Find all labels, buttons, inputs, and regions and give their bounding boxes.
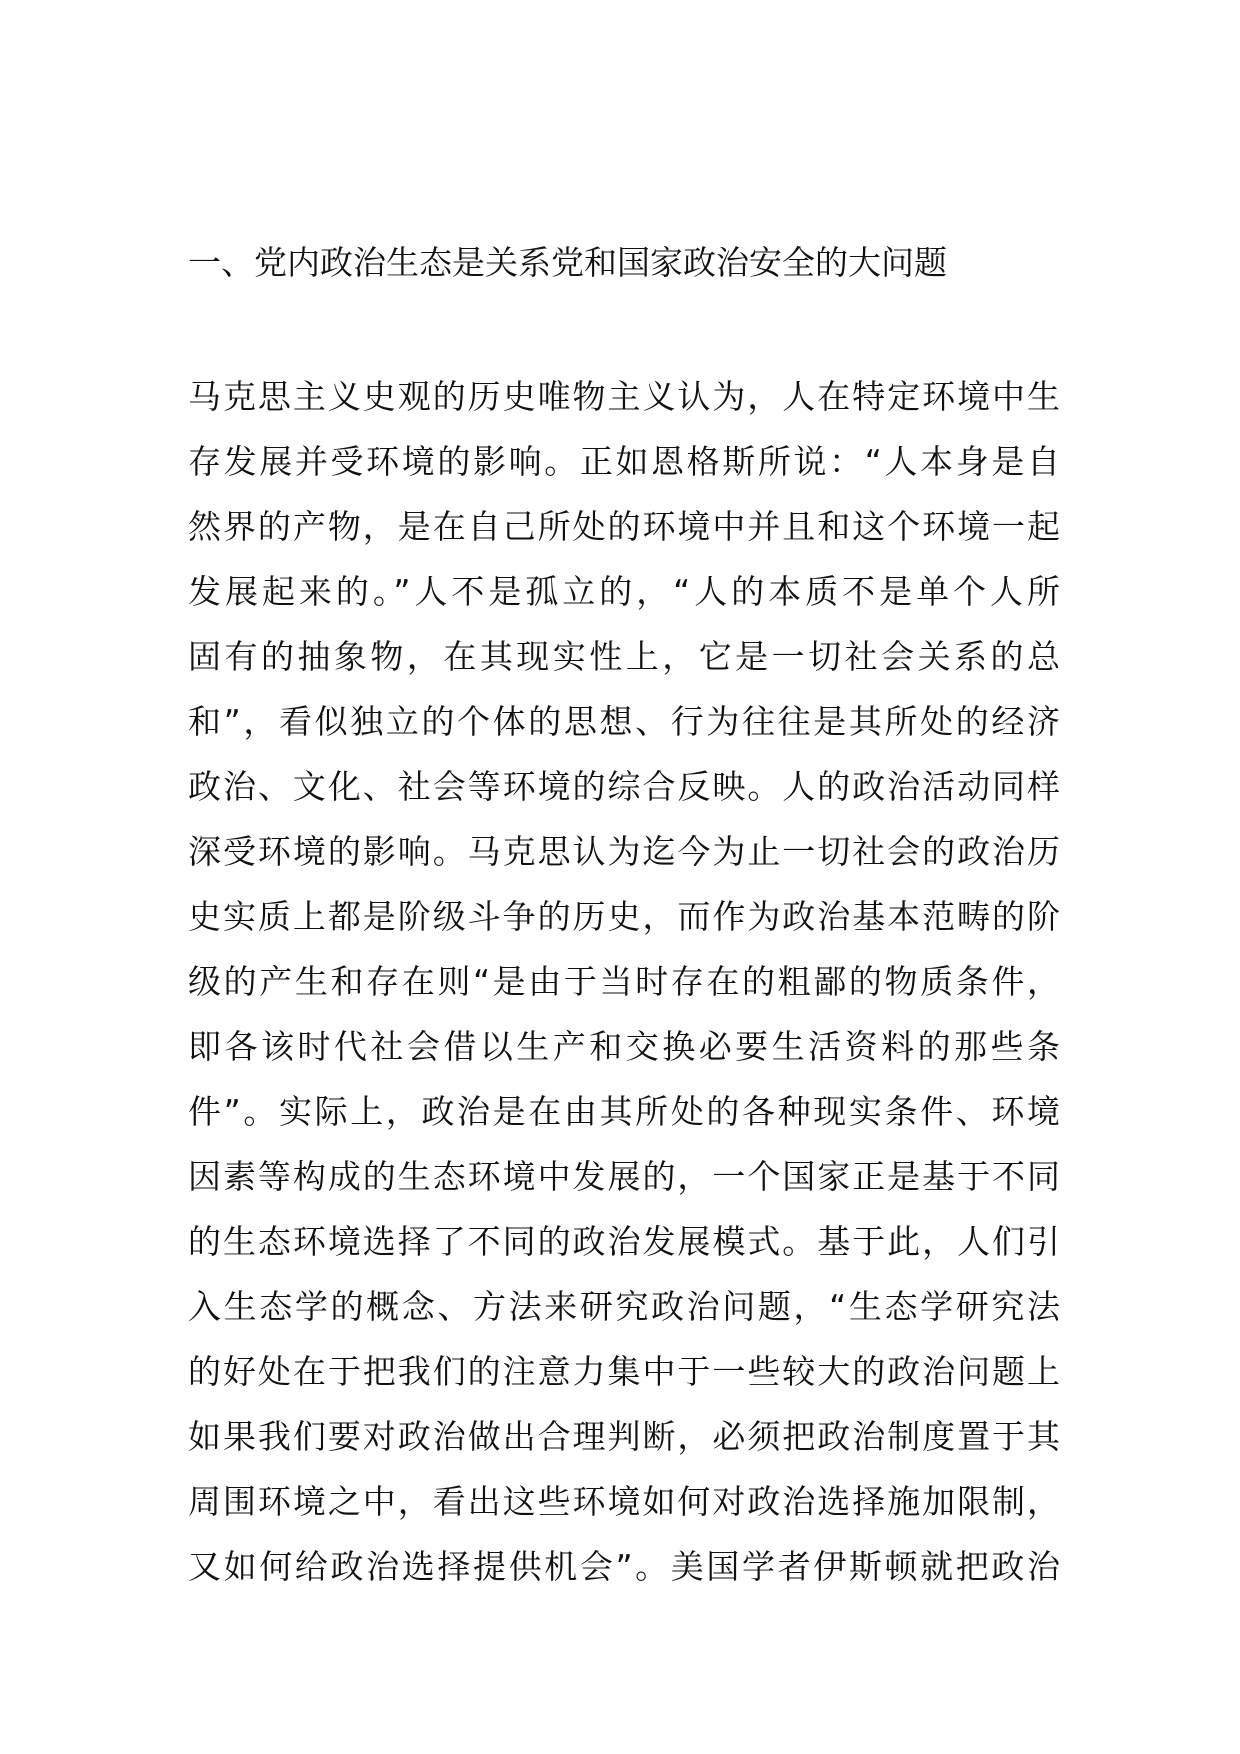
paragraph-line: 周围环境之中，看出这些环境如何对政治选择施加限制， (188, 1482, 1060, 1521)
paragraph-line: 史实质上都是阶级斗争的历史，而作为政治基本范畴的阶 (188, 897, 1060, 936)
section-heading: 一、党内政治生态是关系党和国家政治安全的大问题 (188, 243, 947, 282)
paragraph-line: 的生态环境选择了不同的政治发展模式。基于此，人们引 (188, 1222, 1060, 1261)
paragraph-line: 因素等构成的生态环境中发展的，一个国家正是基于不同 (188, 1157, 1060, 1196)
paragraph-line: 深受环境的影响。马克思认为迄今为止一切社会的政治历 (188, 832, 1060, 871)
paragraph-line: 发展起来的。”人不是孤立的，“人的本质不是单个人所 (188, 572, 1060, 611)
paragraph-line: 级的产生和存在则“是由于当时存在的粗鄙的物质条件， (188, 962, 1060, 1001)
paragraph-line: 又如何给政治选择提供机会”。美国学者伊斯顿就把政治 (188, 1547, 1060, 1586)
paragraph-line: 如果我们要对政治做出合理判断，必须把政治制度置于其 (188, 1417, 1060, 1456)
paragraph-line: 固有的抽象物，在其现实性上，它是一切社会关系的总 (188, 637, 1060, 676)
paragraph-line: 入生态学的概念、方法来研究政治问题，“生态学研究法 (188, 1287, 1060, 1326)
paragraph-line: 存发展并受环境的影响。正如恩格斯所说：“人本身是自 (188, 442, 1060, 481)
body-paragraph (188, 364, 1060, 1599)
paragraph-line: 件”。实际上，政治是在由其所处的各种现实条件、环境 (188, 1092, 1060, 1131)
paragraph-line: 的好处在于把我们的注意力集中于一些较大的政治问题上 (188, 1352, 1060, 1391)
paragraph-line: 和”，看似独立的个体的思想、行为往往是其所处的经济 (188, 702, 1060, 741)
paragraph-line: 政治、文化、社会等环境的综合反映。人的政治活动同样 (188, 767, 1060, 806)
paragraph-line: 马克思主义史观的历史唯物主义认为，人在特定环境中生 (188, 377, 1060, 416)
paragraph-line: 然界的产物，是在自己所处的环境中并且和这个环境一起 (188, 507, 1060, 546)
paragraph-line: 即各该时代社会借以生产和交换必要生活资料的那些条 (188, 1027, 1060, 1066)
